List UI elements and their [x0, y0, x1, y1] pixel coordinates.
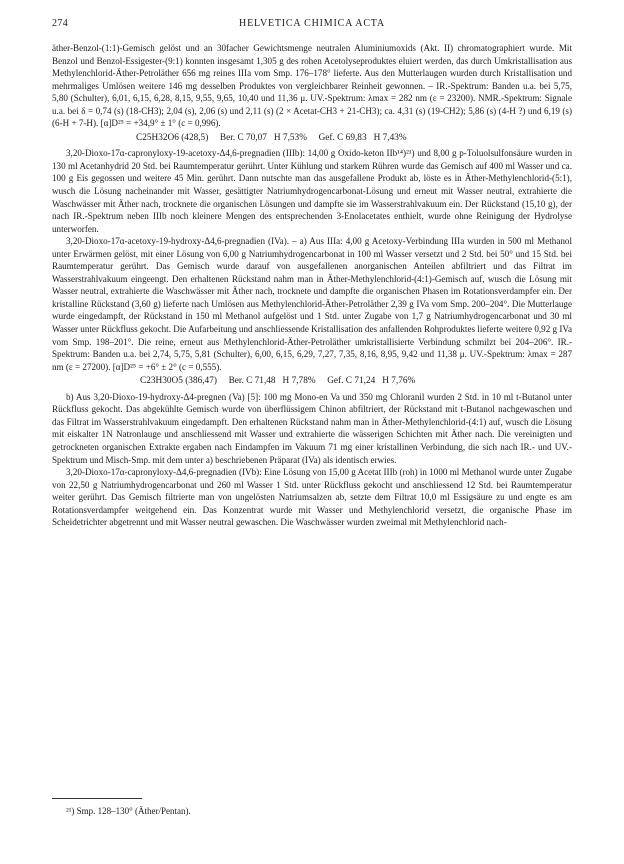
paragraph-IVb: 3,20-Dioxo-17α-capronyloxy-Δ4,6-pregnadien (IVb): Eine Lösung von 15,00 g Acetat IIIb (roh) in 1000 ml Methanol wurde unter Zugabe von 22,50 g Natriumhydrogencarbonat und 260 ml Wasser 1 Std. unter Rückfluss gekocht und anschliessend 12 Std. bei Raumtemperatur weiter gerührt. Das Gemisch filtrierte man von ungelösten Natriumsalzen ab, setzte dem Filtrat 10,0 ml Essigsäure zu und engte es am Rotationsverdampfer weitgehend ein. Das Konzentrat wurde mit Wasser und Methylenchlorid versetzt, die organische Phase im Scheidetrichter abgetrennt und mit Wasser neutral gewaschen. Die Waschwässer wurden zweimal mit Methylenchlorid nach-: [52, 467, 572, 528]
footnote-21: ²¹) Smp. 128–130° (Äther/Pentan).: [66, 806, 191, 816]
paragraph-IIIb: 3,20-Dioxo-17α-capronyloxy-19-acetoxy-Δ4,6-pregnadien (IIIb): 14,00 g Oxido-keton IIb¹⁴)²¹) und 8,00 g p-Toluolsulfonsäure wurden in 130 ml Acetanhydrid 20 Std. bei Raumtemperatur gerührt. Unter Kühlung und starkem Rühren wurde das Gemisch auf 400 ml Wasser und ca. 100 g Eis gegossen und weitere 45 Min. gerührt. Dann nutschte man das ausgefallene Produkt ab, löste es in Äther-Methylenchlorid-(5:1), wusch die Lösung nacheinander mit Wasser, gesättigter Natriumhydrogencarbonat-Lösung und erneut mit Wasser neutral, extrahierte die Waschwässer mit Äther nach, trocknete die organischen Lösungen und dampfte sie im Wasserstrahlvakuum ein. Der Rückstand (15,10 g), der nach IR.-Spektrum neben IIIb noch kleinere Mengen des entsprechenden 3-Enolacetates enthielt, wurde ohne Reinigung der Hydrolyse unterworfen.: [52, 148, 572, 234]
paragraph-acetolysis: äther-Benzol-(1:1)-Gemisch gelöst und an 30facher Gewichtsmenge neutralen Aluminiumoxids (Akt. II) chromatographiert wurde. Mit Benzol und Benzol-Essigester-(9:1) konnten insgesamt 1,305 g des rohen Acetolyseproduktes eluiert werden, das durch Umkristallisation aus Methylenchlorid-Äther-Petroläther 656 mg reines IIIa vom Smp. 176–178° lieferte. Aus den Mutterlaugen wurden durch Kristallisation und mehrmaliges Umlösen weitere 146 mg desselben Produktes von vergleichbarer Reinheit gewonnen. – IR.-Spektrum: Banden u.a. bei 5,75, 5,80 (Schulter), 6,01, 6,15, 6,28, 8,15, 9,55, 9,65, 10,40 und 11,36 μ. UV.-Spektrum: λmax = 282 nm (ε = 23200). NMR.-Spektrum: Signale u.a. bei δ = 0,74 (s) (18-CH3); 2,04 (s), 2,06 (s) und 2,11 (s) (2 × Acetat-CH3 + 21-CH3); ca. 4,31 (s) (19-CH2); 5,86 (s) (4-H ?) und 6,19 (s) (6-H + 7-H). [α]D²⁵ = +34,9° ± 1° (c = 0,996).: [52, 43, 572, 129]
article-body: [52, 42, 572, 529]
footnote-divider: [52, 798, 142, 799]
page-number: 274: [52, 18, 69, 29]
paragraph-IVa-b: b) Aus 3,20-Dioxo-19-hydroxy-Δ4-pregnen (Va) [5]: 100 mg Mono-en Va und 350 mg Chloranil wurden 2 Std. in 10 ml t-Butanol unter Rückfluss gekocht. Das abgekühlte Gemisch wurde von überflüssigem Chinon abfiltriert, der Rückstand mit t-Butanol nachgewaschen und das Filtrat im Wasserstrahlvakuum eingedampft. Den erhaltenen Rückstand nahm man in Äther-Methylenchlorid-(4:1) auf, wusch die Lösung mit eiskalter 1N Natronlauge und anschliessend mit Wasser und extrahierte die wässerigen Schichten mit Äther nach. Die vereinigten und getrockneten organischen Extrakte ergaben nach Eindampfen im Vakuum 71 mg einer kristallinen Verbindung, die sich nach IR.- und UV.-Spektrum und Misch-Smp. mit dem unter a) beschriebenen Präparat (IVa) als identisch erwies.: [52, 391, 572, 465]
elemental-analysis-IIIa: C25H32O6 (428,5) Ber. C 70,07 H 7,53% Gef. C 69,83 H 7,43%: [136, 132, 407, 143]
journal-title: HELVETICA CHIMICA ACTA: [239, 18, 385, 29]
elemental-analysis-IVa: C23H30O5 (386,47) Ber. C 71,48 H 7,78% Gef. C 71,24 H 7,76%: [140, 376, 416, 387]
paragraph-IVa-a: 3,20-Dioxo-17α-acetoxy-19-hydroxy-Δ4,6-pregnadien (IVa). – a) Aus IIIa: 4,00 g Acetoxy-Verbindung IIIa wurden in 500 ml Methanol unter Erwärmen gelöst, mit einer Lösung von 6,00 g Natriumhydrogencarbonat in 100 ml Wasser versetzt und 2 Std. bei 50° und 15 Std. bei Raumtemperatur gerührt. Das Gemisch wurde darauf von ausgefallenen anorganischen Anteilen abfiltriert und das Filtrat im Wasserstrahlvakuum eingeengt. Den erhaltenen Rückstand nahm man in Äther-Methylenchlorid-(4:1)-Gemisch auf, wusch die Lösung mit Wasser neutral, extrahierte die Waschwässer mit Äther nach, trocknete und dampfte die organischen Phasen im Rotationsverdampfer ein. Der kristalline Rückstand (3,60 g) lieferte nach Umlösen aus Methylenchlorid-Äther-Petroläther 2,39 g IVa vom Smp. 200–204°. Die Mutterlauge wurde eingedampft, der Rückstand in 150 ml Methanol aufgelöst und 1 Std. unter Zugabe von 1,7 g Natriumhydrogencarbonat und 30 ml Wasser unter Rückfluss gekocht. Die Aufarbeitung und anschliessende Kristallisation des anfallenden Rohproduktes lieferte weitere 0,92 g IVa vom Smp. 198–201°. Die reine, erneut aus Methylenchlorid-Äther-Petroläther umkristallisierte Verbindung schmilzt bei 204–206°. IR.-Spektrum: Banden u.a. bei 2,74, 5,75, 5,81 (Schulter), 6,00, 6,15, 6,29, 7,27, 7,35, 8,16, 8,95, 9,42 und 11,38 μ. UV.-Spektrum: λmax = 287 nm (ε = 27200). [α]D²⁵ = +6° ± 2° (c = 0,555).: [52, 236, 572, 372]
